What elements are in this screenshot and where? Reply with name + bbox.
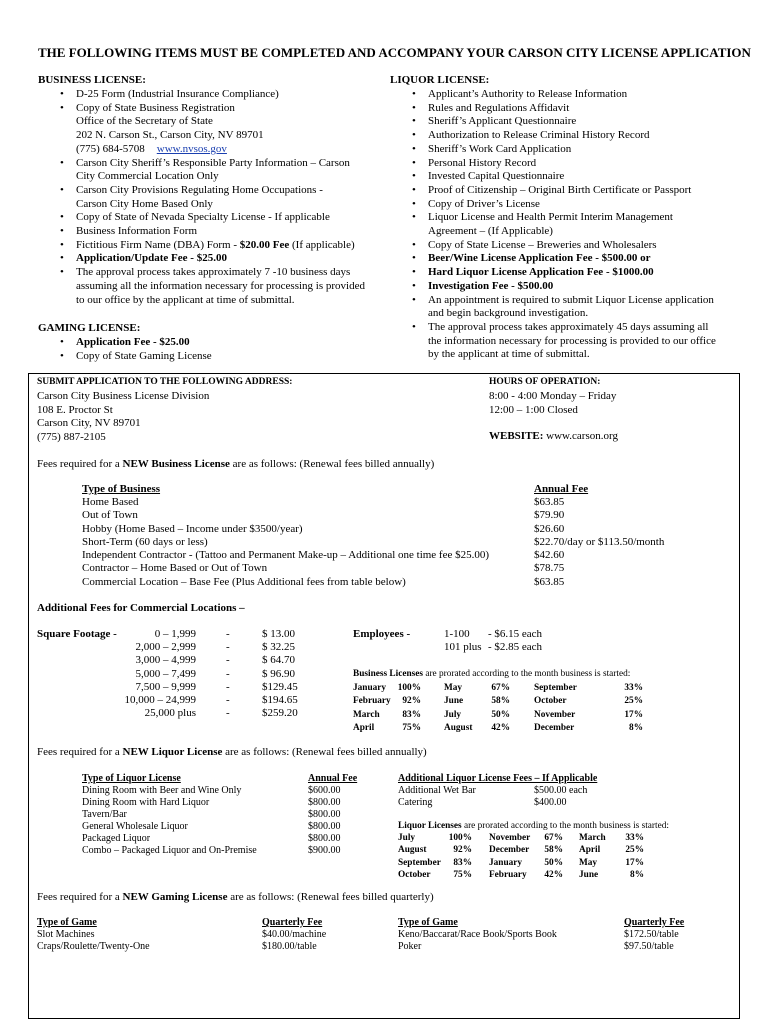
list-item [410,252,716,266]
list-item [410,102,716,116]
item-text: D-25 Form (Industrial Insurance Compliance) [76,88,279,100]
list-item [410,157,716,171]
additional-fee-value-cell: $400.00 [534,797,567,808]
business-type-cell: Commercial Location – Base Fee (Plus Additional fees from table below) [82,575,406,588]
sqft-range-cell: 10,000 – 24,999 [124,693,196,706]
liquor-type-cell: Combo – Packaged Liquor and On-Premise [82,845,257,856]
address-line: 108 E. Proctor St [37,403,113,416]
item-text: Carson City Home Based Only [76,197,213,210]
sqft-dash-cell: - [226,667,230,680]
intro-text: are as follows: (Renewal fees billed quarterly) [227,891,434,903]
business-type-column [82,496,489,589]
item-text: (If applicable) [289,238,355,251]
item-bold-text: Beer/Wine License Application Fee - $500.00 or [428,252,651,265]
sqft-dash-cell: - [226,693,230,706]
business-fee-cell: $22.70/day or $113.50/month [534,535,665,548]
sqft-fee-cell: $129.45 [262,680,298,693]
list-item [410,115,716,129]
commercial-header: Additional Fees for Commercial Locations – [37,602,245,614]
month-cell: April [579,845,601,856]
item-text: Business Information Form [76,225,197,238]
liquor-fee-cell: $800.00 [308,809,341,820]
percent-cell: 92% [453,845,472,856]
item-text: Sheriff’s Applicant Questionnaire [428,115,577,128]
sqft-dash-cell: - [226,654,230,667]
business-fee-cell: $26.60 [534,522,565,535]
game-fee-cell: $97.50/table [624,941,674,952]
liquor-fees-intro [37,746,427,758]
game-type-col-header-2: Type of Game [398,917,458,928]
item-bold-text: Investigation Fee - $500.00 [428,279,554,292]
month-cell: January [353,683,387,693]
nvsos-link[interactable]: www.nvsos.gov [156,142,227,155]
list-item [58,239,365,253]
game-type-cell: Craps/Roulette/Twenty-One [37,941,150,952]
address-line: Carson City Business License Division [37,390,210,402]
list-item [410,225,716,239]
item-text: An appointment is required to submit Liquor License application [428,293,714,306]
item-text: (775) 684-5708 [76,142,145,155]
percent-cell: 8% [630,869,644,880]
sqft-fee-column [262,628,298,720]
business-type-cell: Hobby (Home Based – Income under $3500/year) [82,522,303,535]
list-item [58,211,365,225]
business-prorate-note [353,669,630,679]
address-line: Carson City, NV 89701 [37,417,141,429]
business-fee-cell: $78.75 [534,562,565,575]
employees-label: Employees - [353,628,411,640]
intro-text: Fees required for a [37,746,123,758]
percent-cell: 17% [624,709,643,720]
list-item [410,170,716,184]
game-fee-cell: $172.50/table [624,929,679,940]
item-text: to our office by the applicant at time of submittal. [76,293,295,306]
additional-fee-name-column [398,785,476,809]
list-item [410,143,716,157]
additional-liquor-fees-header: Additional Liquor License Fees – If Applicable [398,773,598,784]
month-cell: March [579,833,606,843]
month-cell: December [534,722,575,733]
hours-line: 8:00 - 4:00 Monday – Friday [489,390,617,402]
item-text: Personal History Record [428,156,537,169]
list-item [58,280,365,294]
month-cell: September [398,857,441,868]
sqft-range-column [100,628,196,720]
business-type-cell: Home Based [82,496,139,508]
list-item [410,348,716,362]
intro-bold: NEW Gaming License [122,891,228,903]
intro-text: Fees required for a [37,458,123,470]
month-cell: May [444,683,463,693]
list-item [58,336,212,350]
list-item [410,266,716,280]
month-cell: September [534,683,577,693]
business-fee-column [534,496,664,589]
gaming-license-list [58,336,212,363]
list-item [58,129,365,143]
hours-block [489,390,616,417]
month-cell: February [353,696,391,707]
game-type-column-2 [398,929,557,953]
list-item [410,239,716,253]
list-item [58,252,365,266]
percent-cell: 92% [402,696,421,707]
month-cell: November [489,833,531,843]
liquor-type-cell: Dining Room with Beer and Wine Only [82,785,242,796]
liquor-fee-cell: $800.00 [308,833,341,844]
list-item [58,88,365,102]
percent-cell: 83% [453,857,472,868]
item-bold-text: Hard Liquor License Application Fee - $1000.00 [428,266,654,279]
employees-fee-cell: - $6.15 each [488,628,543,640]
list-item [58,102,365,116]
employees-fee-cell: - $2.85 each [488,641,543,654]
month-cell: July [444,709,462,720]
intro-bold: NEW Business License [122,458,230,470]
percent-cell: 75% [453,869,472,880]
square-footage-label: Square Footage - [37,628,117,640]
intro-text: Fees required for a [37,891,123,903]
percent-cell: 25% [625,845,644,856]
game-fee-col-header: Quarterly Fee [262,917,323,928]
list-item [58,143,365,157]
intro-text: are as follows: (Renewal fees billed annually) [222,746,427,758]
liquor-type-cell: Packaged Liquor [82,833,151,844]
sqft-dash-cell: - [226,641,230,654]
employees-range-cell: 101 plus [444,641,482,654]
sqft-dash-cell: - [226,707,230,720]
item-text: Carson City Sheriff’s Responsible Party Information – Carson [76,156,350,169]
liquor-prorate-note [398,821,669,831]
item-bold-text: $20.00 Fee [239,238,290,251]
prorate-text: are prorated according to the month business is started: [461,821,669,831]
game-fee-col-header-2: Quarterly Fee [624,917,685,928]
additional-fee-value-column [534,785,587,809]
item-text: Copy of Driver’s License [428,197,540,210]
business-type-cell: Contractor – Home Based or Out of Town [82,562,268,575]
item-text: Agreement – (If Applicable) [428,225,553,238]
game-fee-column-2 [624,929,679,953]
item-text: Liquor License and Health Permit Interim Management [428,211,673,224]
list-item [410,88,716,102]
website-url[interactable]: www.carson.org [543,430,618,442]
percent-cell: 67% [544,833,563,843]
list-item [410,129,716,143]
liquor-fee-cell: $800.00 [308,797,341,808]
sqft-fee-cell: $ 13.00 [262,628,295,640]
liquor-fee-col-header: Annual Fee [308,773,358,784]
list-item [410,294,716,308]
item-text: 202 N. Carson St., Carson City, NV 89701 [76,129,264,142]
percent-cell: 75% [402,722,421,733]
percent-cell: 17% [625,857,644,868]
liquor-fee-cell: $900.00 [308,845,341,856]
month-cell: February [489,869,527,880]
sqft-dash-cell: - [226,628,230,640]
list-item [58,266,365,280]
business-fee-cell: $42.60 [534,549,565,562]
item-text: and begin background investigation. [428,307,589,320]
item-text: Office of the Secretary of State [76,115,213,128]
item-text: Sheriff’s Work Card Application [428,142,572,155]
sqft-fee-cell: $ 96.90 [262,667,295,680]
liquor-license-list [410,88,716,362]
sqft-fee-cell: $194.65 [262,693,298,706]
game-type-cell: Poker [398,941,422,952]
sqft-range-cell: 0 – 1,999 [154,628,196,640]
address-phone: (775) 887-2105 [37,430,106,443]
month-cell: August [398,845,427,856]
list-item [58,115,365,129]
percent-cell: 42% [491,722,510,733]
item-bold-text: Application Fee - $25.00 [76,336,190,348]
page-title: THE FOLLOWING ITEMS MUST BE COMPLETED AND ACCOMPANY YOUR CARSON CITY LICENSE APPLICATION [38,45,751,60]
month-cell: August [444,722,473,733]
month-cell: June [579,869,599,880]
month-cell: March [353,709,380,720]
list-item [410,280,716,294]
list-item [410,184,716,198]
business-type-col-header: Type of Business [82,483,161,495]
item-text: Rules and Regulations Affidavit [428,101,570,114]
list-item [58,170,365,184]
list-item [58,198,365,212]
item-text: The approval process takes approximately 7 -10 business days [76,266,351,279]
sqft-range-cell: 5,000 – 7,499 [135,667,196,680]
business-fee-cell: $79.90 [534,509,565,522]
business-fees-intro [37,458,434,470]
percent-cell: 8% [629,722,643,733]
month-cell: July [398,833,416,843]
list-item [410,321,716,335]
address-block [37,390,209,444]
business-type-cell: Independent Contractor - (Tattoo and Permanent Make-up – Additional one time fee $25.00) [82,549,490,562]
additional-fee-value-cell: $500.00 each [534,785,588,796]
business-fee-cell: $63.85 [534,496,565,508]
sqft-range-cell: 3,000 – 4,999 [135,654,196,667]
liquor-fee-cell: $600.00 [308,785,341,796]
month-cell: December [489,845,530,856]
list-item [58,350,212,364]
percent-cell: 33% [625,833,644,843]
item-text: The approval process takes approximately 45 days assuming all [428,320,709,333]
list-item [58,294,365,308]
month-cell: October [534,696,567,707]
month-cell: October [398,869,431,880]
employees-range-column [444,628,482,654]
game-fee-cell: $40.00/machine [262,929,327,940]
gaming-fees-intro [37,891,434,903]
liquor-type-cell: Tavern/Bar [82,809,127,820]
website-line [489,430,618,442]
item-text: the information necessary for processing is provided to our office [428,334,716,347]
month-cell: April [353,722,375,733]
gaming-license-header: GAMING LICENSE: [38,322,141,334]
employees-fee-column [488,628,542,654]
percent-cell: 50% [491,709,510,720]
list-item [410,307,716,321]
percent-cell: 25% [624,696,643,707]
month-cell: January [489,857,523,868]
liquor-type-col-header: Type of Liquor License [82,773,181,784]
item-text: Copy of State of Nevada Specialty License - If applicable [76,211,330,224]
intro-bold: NEW Liquor License [122,746,223,758]
sqft-range-cell: 25,000 plus [144,707,196,720]
percent-cell: 58% [544,845,563,856]
liquor-type-cell: Dining Room with Hard Liquor [82,797,210,808]
hours-header: HOURS OF OPERATION: [489,377,601,387]
list-item [58,225,365,239]
business-fee-col-header: Annual Fee [534,483,589,495]
game-fee-column [262,929,326,953]
month-cell: June [444,696,464,707]
sqft-fee-cell: $ 32.25 [262,641,295,654]
prorate-bold: Business Licenses [353,669,423,679]
item-bold-text: Application/Update Fee - $25.00 [76,252,227,265]
liquor-fee-column [308,785,341,857]
item-text: assuming all the information necessary for processing is provided [76,279,365,292]
game-type-col-header: Type of Game [37,917,97,928]
item-text: Carson City Provisions Regulating Home Occupations - [76,183,323,196]
item-text: Copy of State Gaming License [76,349,212,362]
percent-cell: 50% [544,857,563,868]
business-license-list [58,88,365,307]
item-text: Proof of Citizenship – Original Birth Certificate or Passport [428,183,692,196]
website-label: WEBSITE: [489,430,544,442]
item-text: Fictitious Firm Name (DBA) Form - [76,238,240,251]
business-prorate-table [353,683,653,739]
item-text: City Commercial Location Only [76,170,219,183]
business-license-header: BUSINESS LICENSE: [38,74,146,86]
percent-cell: 42% [544,869,563,880]
liquor-prorate-table [398,833,658,883]
list-item [58,157,365,171]
percent-cell: 58% [491,696,510,707]
month-cell: May [579,857,598,868]
business-type-cell: Short-Term (60 days or less) [82,535,208,548]
employees-range-cell: 1-100 [444,628,470,640]
sqft-dash-column [226,628,230,720]
item-text: Copy of State Business Registration [76,101,235,114]
percent-cell: 100% [397,683,421,693]
sqft-range-cell: 7,500 – 9,999 [135,680,196,693]
item-text: Copy of State License – Breweries and Wholesalers [428,238,657,251]
business-type-cell: Out of Town [82,509,138,522]
game-type-cell: Keno/Baccarat/Race Book/Sports Book [398,929,557,940]
list-item [58,184,365,198]
additional-fee-name-cell: Additional Wet Bar [398,785,476,796]
month-cell: November [534,709,576,720]
hours-line: 12:00 – 1:00 Closed [489,403,578,416]
game-type-cell: Slot Machines [37,929,95,940]
prorate-text: are prorated according to the month business is started: [423,669,631,679]
percent-cell: 67% [491,683,510,693]
item-text: Authorization to Release Criminal History Record [428,129,650,142]
intro-text: are as follows: (Renewal fees billed annually) [229,458,435,470]
sqft-fee-cell: $ 64.70 [262,654,295,667]
game-type-column [37,929,150,953]
sqft-dash-cell: - [226,680,230,693]
liquor-license-header: LIQUOR LICENSE: [390,74,490,86]
list-item [410,335,716,349]
percent-cell: 100% [448,833,472,843]
list-item [410,211,716,225]
business-fee-cell: $63.85 [534,575,565,588]
percent-cell: 83% [402,709,421,720]
liquor-fee-cell: $800.00 [308,821,341,832]
item-text: Invested Capital Questionnaire [428,170,565,183]
item-text: by the applicant at time of submittal. [428,348,590,361]
liquor-type-column [82,785,257,857]
sqft-range-cell: 2,000 – 2,999 [135,641,196,654]
sqft-fee-cell: $259.20 [262,707,298,720]
prorate-bold: Liquor Licenses [398,821,462,831]
game-fee-cell: $180.00/table [262,941,317,952]
additional-fee-name-cell: Catering [398,797,433,808]
item-text: Applicant’s Authority to Release Information [428,88,628,100]
address-header: SUBMIT APPLICATION TO THE FOLLOWING ADDRESS: [37,377,293,387]
list-item [410,198,716,212]
percent-cell: 33% [624,683,643,693]
liquor-type-cell: General Wholesale Liquor [82,821,188,832]
